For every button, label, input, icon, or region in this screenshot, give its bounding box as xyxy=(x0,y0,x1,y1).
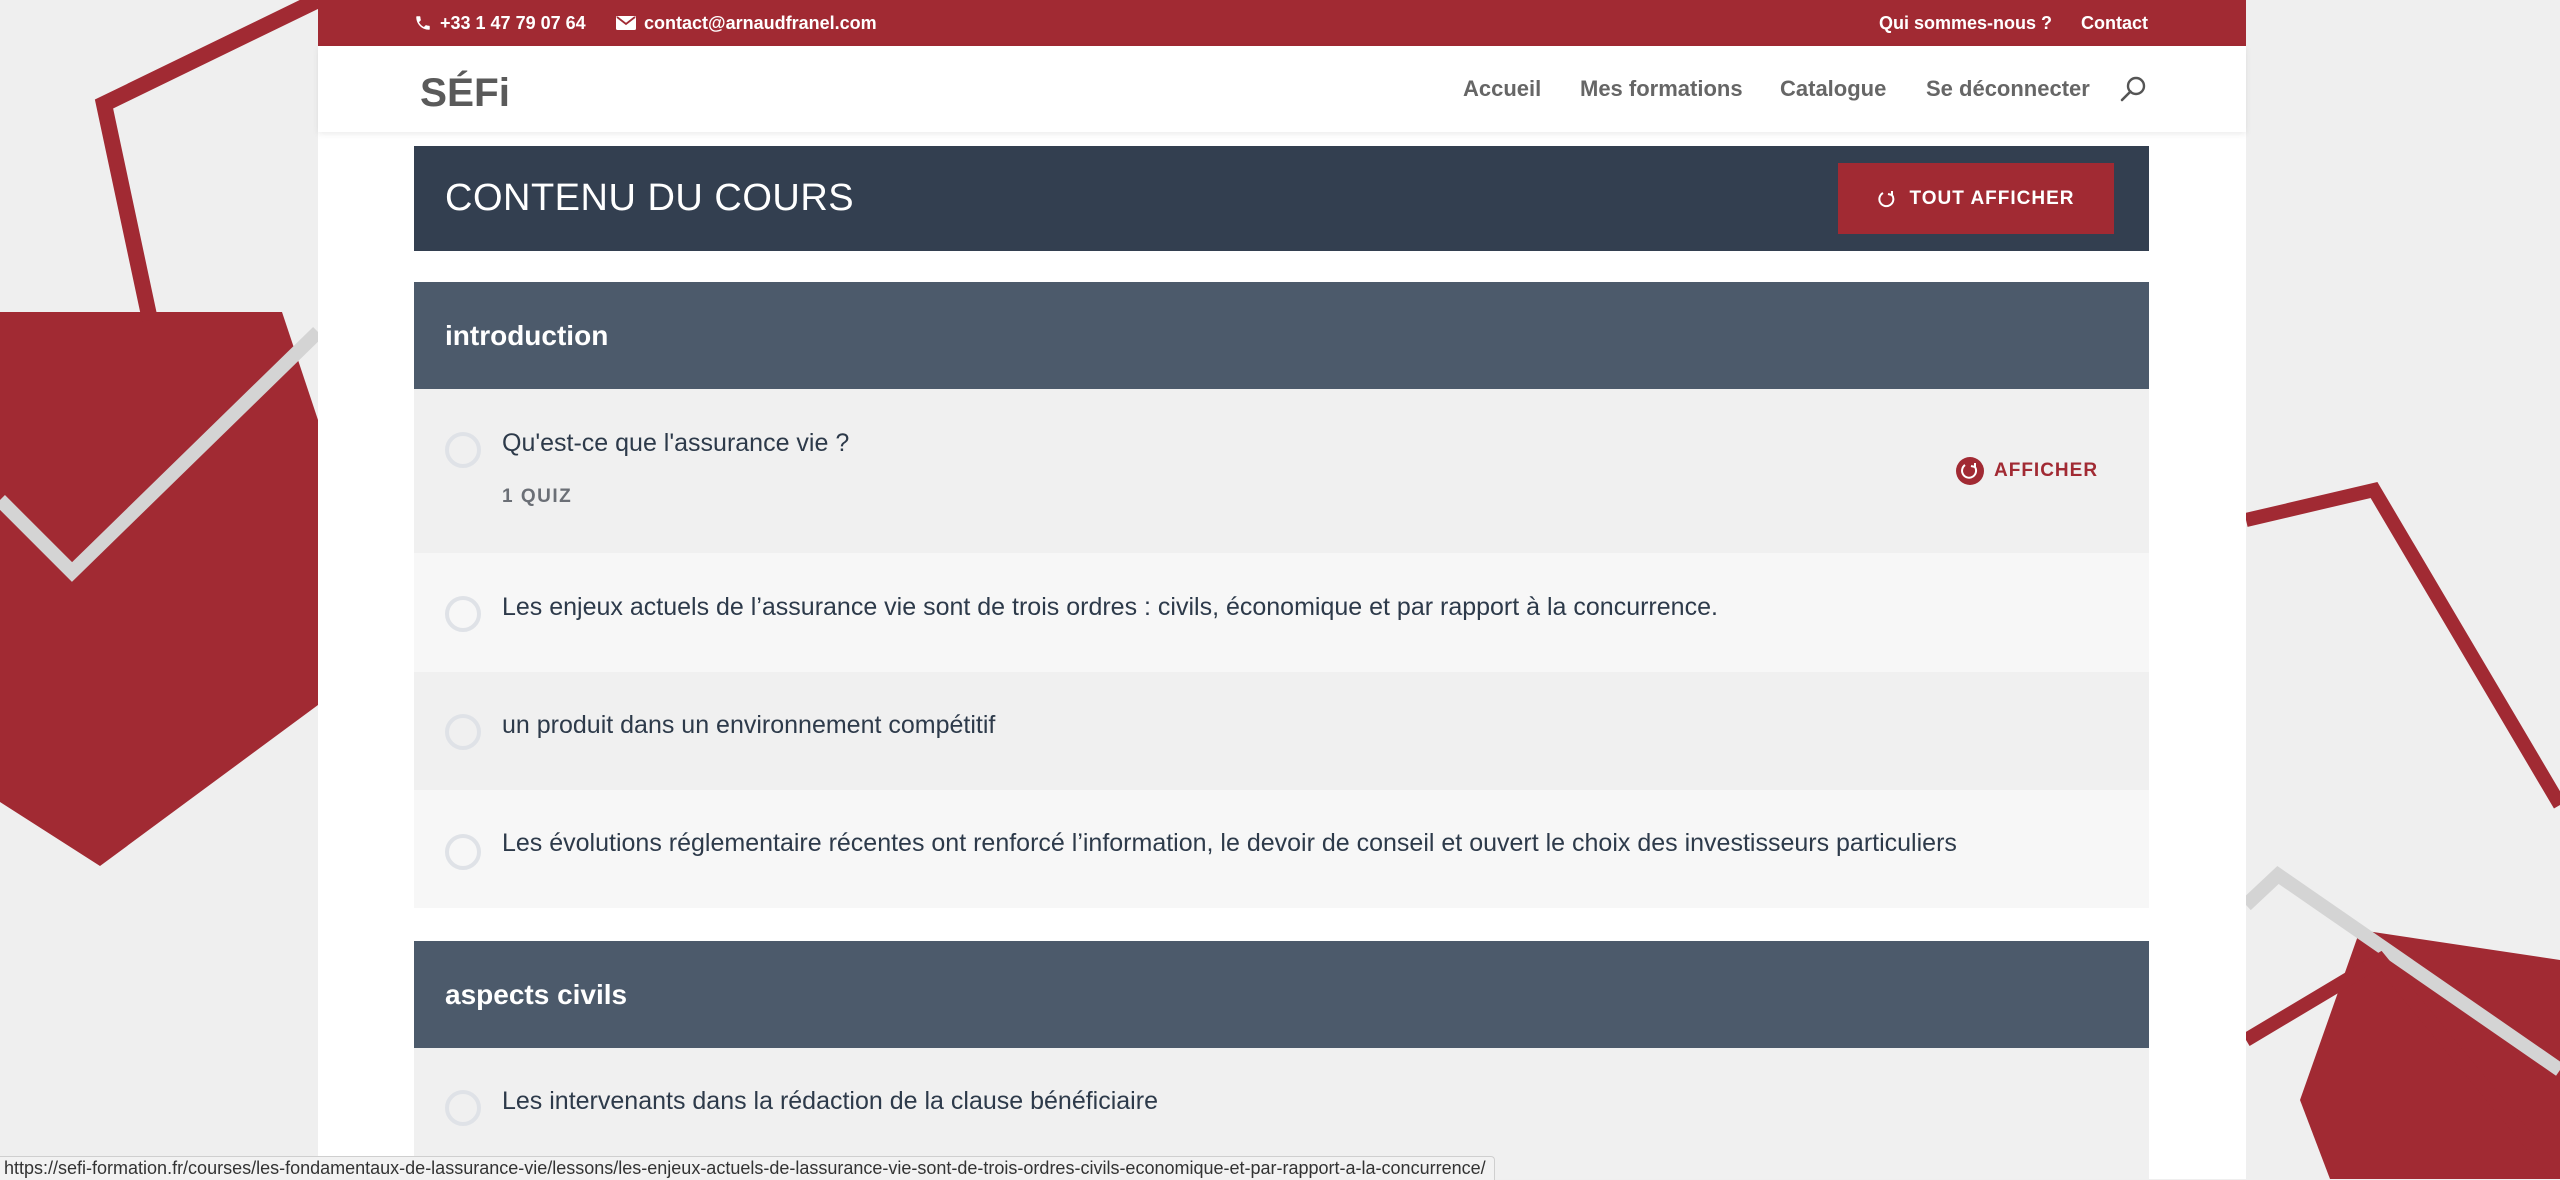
lesson-title: Qu'est-ce que l'assurance vie ? xyxy=(502,429,850,457)
lesson-title: Les évolutions réglementaire récentes ont renforcé l’information, le devoir de conseil et ouvert le choix des investisseurs particuliers xyxy=(502,829,1957,857)
lesson-item[interactable] xyxy=(414,790,2149,908)
expand-all-button[interactable] xyxy=(1838,163,2114,234)
envelope-icon xyxy=(616,15,636,31)
lesson-status-circle xyxy=(445,432,481,468)
bg-red-stroke-left xyxy=(104,0,318,320)
nav-se-deconnecter[interactable]: Se déconnecter xyxy=(1926,76,2090,101)
section-title: aspects civils xyxy=(445,979,628,1010)
link-contact-label: Contact xyxy=(2081,13,2148,33)
nav-mes-formations[interactable]: Mes formations xyxy=(1580,76,1743,101)
phone-contact[interactable] xyxy=(414,0,586,46)
page-container xyxy=(318,0,2246,1179)
browser-status-bar xyxy=(0,1156,1495,1180)
lesson-expand-label: AFFICHER xyxy=(1994,460,2099,481)
lesson-status-circle xyxy=(445,834,481,870)
bg-red-shape-left xyxy=(0,312,318,866)
course-content-title: CONTENU DU COURS xyxy=(445,177,855,219)
site-header xyxy=(318,46,2246,132)
expand-icon xyxy=(1878,190,1896,208)
link-contact[interactable] xyxy=(2081,0,2148,46)
link-qui-sommes-nous[interactable] xyxy=(1879,0,2052,46)
section-header-introduction[interactable] xyxy=(414,282,2149,389)
logo-text: SÉFi xyxy=(420,71,509,110)
expand-icon xyxy=(1955,456,1985,486)
bg-red-stroke-right xyxy=(2246,490,2560,805)
lesson-title: un produit dans un environnement compétitif xyxy=(502,711,996,739)
lesson-expand-button[interactable] xyxy=(1955,456,2098,486)
lesson-status-circle xyxy=(445,596,481,632)
nav-catalogue[interactable]: Catalogue xyxy=(1780,76,1887,101)
expand-all-label: TOUT AFFICHER xyxy=(1909,187,2075,209)
phone-icon xyxy=(414,14,432,32)
phone-number: +33 1 47 79 07 64 xyxy=(440,13,586,33)
course-content-header xyxy=(414,146,2149,251)
search-icon[interactable] xyxy=(2118,75,2148,105)
top-bar xyxy=(318,0,2246,46)
lesson-status-circle xyxy=(445,1090,481,1126)
email-contact[interactable] xyxy=(616,0,877,46)
lesson-item[interactable] xyxy=(414,672,2149,790)
link-qui-sommes-nous-label: Qui sommes-nous ? xyxy=(1879,13,2053,33)
status-url: https://sefi-formation.fr/courses/les-fondamentaux-de-lassurance-vie/lessons/les-enjeux-actuels-de-lassurance-vie-sont-de-trois-ordres-civils-economique-et-par-rapport-a-la-concurrence/ xyxy=(4,1158,1486,1178)
lesson-title: Les enjeux actuels de l’assurance vie sont de trois ordres : civils, économique et par rapport à la concurrence. xyxy=(502,593,1718,621)
section-header-aspects-civils[interactable] xyxy=(414,941,2149,1048)
section-title: introduction xyxy=(445,320,609,351)
lesson-item[interactable] xyxy=(414,389,2149,553)
lesson-status-circle xyxy=(445,714,481,750)
lesson-item[interactable] xyxy=(414,553,2149,672)
sefi-logo[interactable] xyxy=(420,66,512,110)
email-address: contact@arnaudfranel.com xyxy=(644,13,877,33)
lesson-quiz-count: 1 QUIZ xyxy=(502,486,573,507)
lesson-title: Les intervenants dans la rédaction de la clause bénéficiaire xyxy=(502,1087,1158,1115)
nav-accueil[interactable]: Accueil xyxy=(1463,76,1542,101)
